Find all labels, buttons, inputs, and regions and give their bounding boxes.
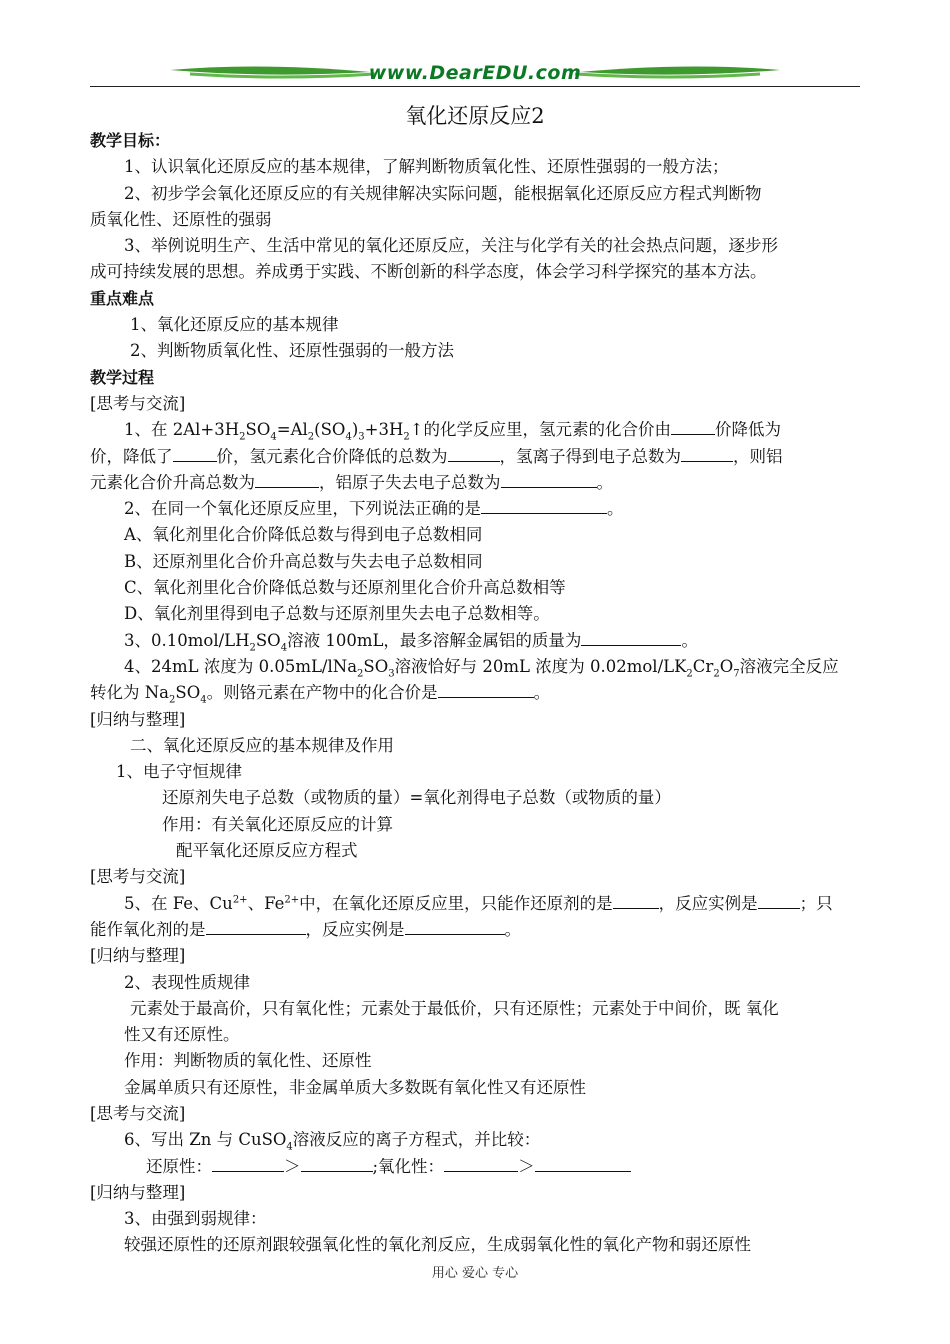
answer-blank[interactable] [535,1155,631,1172]
rule-2-content-line1: 元素处于最高价，只有氧化性；元素处于最低价，只有还原性；元素处于中间价，既 氧化 [130,998,779,1018]
answer-blank[interactable] [255,471,319,488]
answer-blank[interactable] [501,471,597,488]
objective-2-line2: 质氧化性、还原性的强弱 [90,209,272,229]
document-body [90,128,862,1259]
heading-key-points: 重点难点 [90,288,155,308]
rule-1-title: 1、电子守恒规律 [116,762,242,782]
site-url[interactable]: www.DearEDU.com [368,62,582,84]
question-5-line2: 能作氧化剂的是 ，反应实例是 。 [90,919,521,939]
answer-blank[interactable] [581,629,681,646]
question-4-line2: 转化为 $Na_2SO_4$。则铬元素在产物中的化合价是 。 [90,683,551,706]
answer-blank[interactable] [206,918,306,935]
answer-blank[interactable] [444,1155,518,1172]
site-banner [90,60,860,90]
header-divider [90,86,860,87]
objective-3-line2: 成可持续发展的思想。养成勇于实践、不断创新的科学态度，体会学习科学探究的基本方法。 [90,262,767,282]
summary-label: [归纳与整理] [90,1182,186,1202]
page-title: 氧化还原反应2 [405,104,545,128]
rule-1-content: 还原剂失电子总数（或物质的量）=氧化剂得电子总数（或物质的量） [162,788,671,808]
rule-3-title: 3、由强到弱规律： [124,1209,267,1229]
rule-2-content-line2: 性又有还原性。 [124,1025,240,1045]
question-5-line1: 5、在 Fe、$Cu^{2+}$、$Fe^{2+}$中，在氧化还原反应里，只能作还原剂的是 ，反应实例是 ；只 [124,893,833,913]
answer-blank[interactable] [613,892,659,909]
key-point-2: 2、判断物质氧化性、还原性强弱的一般方法 [130,341,454,361]
question-6-line1: 6、写出 Zn 与 CuSO$_4$溶液反应的离子方程式，并比较： [124,1130,541,1153]
think-discuss-label: [思考与交流] [90,1103,186,1123]
answer-blank[interactable] [671,418,715,435]
question-4-line1: 4、24mL 浓度为 $0.05mL/lNa_2SO_3$溶液恰好与 20mL 浓度为 $0.02mol/LK_2Cr_2O_7$溶液完全反应 [124,656,839,680]
rule-2-use: 作用：判断物质的氧化性、还原性 [124,1051,372,1071]
question-2-option-c: C、氧化剂里化合价降低总数与还原剂里化合价升高总数相等 [124,578,566,598]
question-2-option-a: A、氧化剂里化合价降低总数与得到电子总数相同 [124,525,483,545]
rule-1-use-2: 配平氧化还原反应方程式 [176,841,358,861]
key-point-1: 1、氧化还原反应的基本规律 [130,315,339,335]
answer-blank[interactable] [758,892,800,909]
think-discuss-label: [思考与交流] [90,867,186,887]
page-footer: 用心 爱心 专心 [431,1266,519,1281]
answer-blank[interactable] [481,497,607,514]
rule-3-content: 较强还原性的还原剂跟较强氧化性的氧化剂反应，生成弱氧化性的氧化产物和弱还原性 [124,1235,751,1255]
question-6-line2: 还原性： ＞ ;氧化性： ＞ [90,1154,862,1180]
question-3: 3、$0.10mol/LH_2SO_4$溶液 100mL，最多溶解金属铝的质量为 。 [124,630,698,653]
answer-blank[interactable] [405,918,505,935]
question-1-line3: 元素化合价升高总数为 ，铝原子失去电子总数为 。 [90,472,613,492]
heading-process: 教学过程 [90,367,155,387]
objective-1: 1、认识氧化还原反应的基本规律，了解判断物质氧化性、还原性强弱的一般方法； [124,157,729,177]
question-2-option-b: B、还原剂里化合价升高总数与失去电子总数相同 [124,551,483,571]
question-2-option-d: D、氧化剂里得到电子总数与还原剂里失去电子总数相等。 [124,604,550,624]
answer-blank[interactable] [301,1155,373,1172]
heading-objectives: 教学目标： [90,131,171,150]
question-1-line2: 价，降低了 价，氢元素化合价降低的总数为 ，氢离子得到电子总数为 ，则铝 [90,446,783,466]
objective-3-line1: 3、举例说明生产、生活中常见的氧化还原反应，关注与化学有关的社会热点问题，逐步形 [124,236,778,256]
answer-blank[interactable] [173,445,217,462]
rule-2-title: 2、表现性质规律 [124,972,250,992]
answer-blank[interactable] [448,445,500,462]
objective-2-line1: 2、初步学会氧化还原反应的有关规律解决实际问题，能根据氧化还原反应方程式判断物 [124,183,762,203]
section-2-title: 二、氧化还原反应的基本规律及作用 [130,735,394,755]
rule-2-note: 金属单质只有还原性，非金属单质大多数既有氧化性又有还原性 [124,1077,586,1097]
answer-blank[interactable] [438,681,534,698]
answer-blank[interactable] [212,1155,284,1172]
answer-blank[interactable] [681,445,733,462]
think-discuss-label: [思考与交流] [90,393,186,413]
question-2-stem: 2、在同一个氧化还原反应里，下列说法正确的是 。 [124,499,624,519]
summary-label: [归纳与整理] [90,709,186,729]
summary-label: [归纳与整理] [90,946,186,966]
question-1-line1: 1、在 $2Al+3H_2SO_4=Al_2(SO_4)_3+3H_2↑$的化学反应里，氢元素的化合价由 价降低为 [124,420,782,443]
rule-1-use: 作用：有关氧化还原反应的计算 [162,814,393,834]
